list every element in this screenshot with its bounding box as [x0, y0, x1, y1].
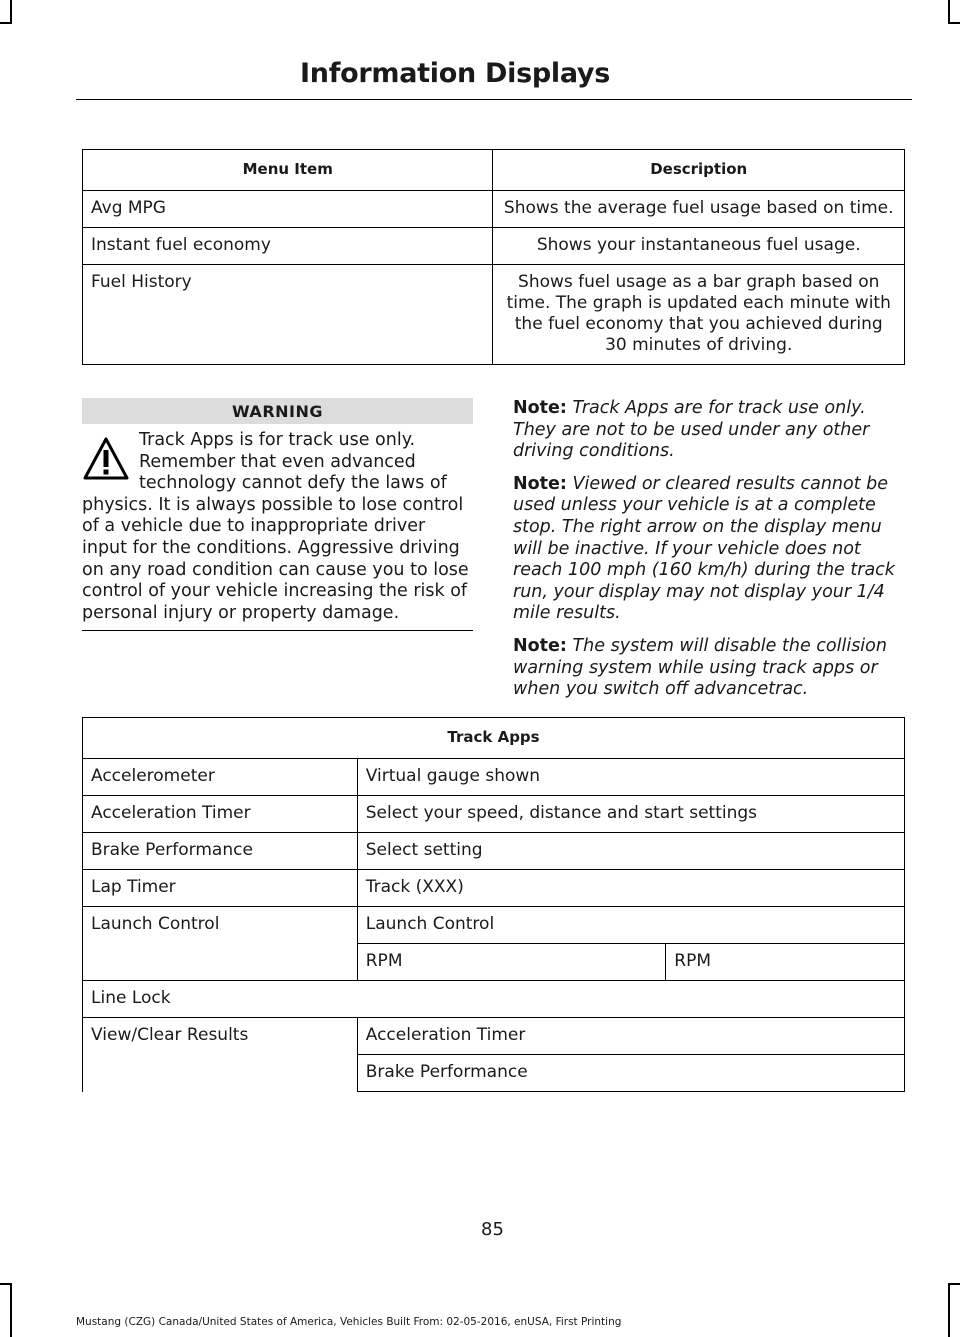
menu-item-description: Shows fuel usage as a bar graph based on time. The graph is updated each minute with the fuel economy that you achieved during 30 minutes of driving. [493, 265, 905, 365]
note-text: The system will disable the collision warning system while using track apps or when you switch off advancetrac. [513, 635, 887, 700]
track-app-value: Acceleration Timer [357, 1018, 904, 1055]
table-title: Track Apps [83, 718, 905, 759]
menu-item-name: Instant fuel economy [83, 228, 493, 265]
warning-triangle-icon [82, 436, 130, 482]
crop-mark [0, 22, 12, 24]
crop-mark [948, 22, 960, 24]
track-app-name: View/Clear Results [83, 1018, 358, 1092]
crop-mark [948, 1283, 960, 1285]
table-row [83, 907, 905, 944]
footer-text: Mustang (CZG) Canada/United States of America, Vehicles Built From: 02-05-2016, enUSA, First Printing [76, 1316, 622, 1328]
track-app-name: Lap Timer [83, 870, 358, 907]
table-header-row [83, 718, 905, 759]
track-app-name: Acceleration Timer [83, 796, 358, 833]
crop-mark [0, 1283, 12, 1285]
track-app-name: Line Lock [83, 981, 905, 1018]
warning-divider [82, 630, 473, 631]
page-title: Information Displays [76, 58, 912, 100]
warning-text: Track Apps is for track use only. Remember that even advanced technology cannot defy the laws of physics. It is always possible to lose control of a vehicle due to inappropriate driver input for the conditions. Aggressive driving on any road condition can cause you to lose control of your vehicle increasing the risk of personal injury or property damage. [82, 430, 469, 623]
note-text: Viewed or cleared results cannot be used unless your vehicle is at a complete stop. The right arrow on the display menu will be inactive. If your vehicle does not reach 100 mph (160 km/h) during the track run, your display may not display your 1/4 mile results. [513, 473, 895, 624]
track-app-value: Launch Control [357, 907, 904, 944]
table-row [83, 981, 905, 1018]
menu-item-description: Shows the average fuel usage based on time. [493, 191, 905, 228]
notes-column [513, 398, 907, 712]
table-row [83, 759, 905, 796]
note [513, 636, 907, 701]
note [513, 474, 907, 625]
menu-item-description: Shows your instantaneous fuel usage. [493, 228, 905, 265]
column-header: Description [493, 150, 905, 191]
note-text: Track Apps are for track use only. They are not to be used under any other driving conditions. [513, 398, 870, 462]
column-header: Menu Item [83, 150, 493, 191]
track-app-value: Select setting [357, 833, 904, 870]
menu-item-name: Avg MPG [83, 191, 493, 228]
track-app-subvalue: RPM [357, 944, 666, 981]
note [513, 398, 907, 463]
note-label: Note: [513, 398, 567, 418]
crop-mark [948, 0, 950, 22]
note-label: Note: [513, 635, 567, 656]
track-app-value: Select your speed, distance and start settings [357, 796, 904, 833]
table-row [83, 265, 905, 365]
menu-item-name: Fuel History [83, 265, 493, 365]
track-apps-table [82, 717, 905, 1092]
table-row [83, 228, 905, 265]
warning-title: WARNING [82, 398, 473, 424]
track-app-value: Brake Performance [357, 1055, 904, 1092]
track-app-value: Virtual gauge shown [357, 759, 904, 796]
warning-box [82, 398, 473, 631]
table-row [83, 191, 905, 228]
track-app-subvalue: RPM [666, 944, 905, 981]
note-label: Note: [513, 473, 567, 494]
track-app-name: Launch Control [83, 907, 358, 981]
track-app-value: Track (XXX) [357, 870, 904, 907]
table-row [83, 796, 905, 833]
table-row [83, 833, 905, 870]
menu-item-table [82, 149, 905, 365]
crop-mark [948, 1283, 950, 1337]
warning-body [82, 430, 473, 624]
table-header-row [83, 150, 905, 191]
crop-mark [10, 1283, 12, 1337]
table-row [83, 870, 905, 907]
page-number: 85 [481, 1219, 504, 1240]
track-app-name: Brake Performance [83, 833, 358, 870]
table-row [83, 1018, 905, 1055]
track-app-name: Accelerometer [83, 759, 358, 796]
crop-mark [10, 0, 12, 22]
